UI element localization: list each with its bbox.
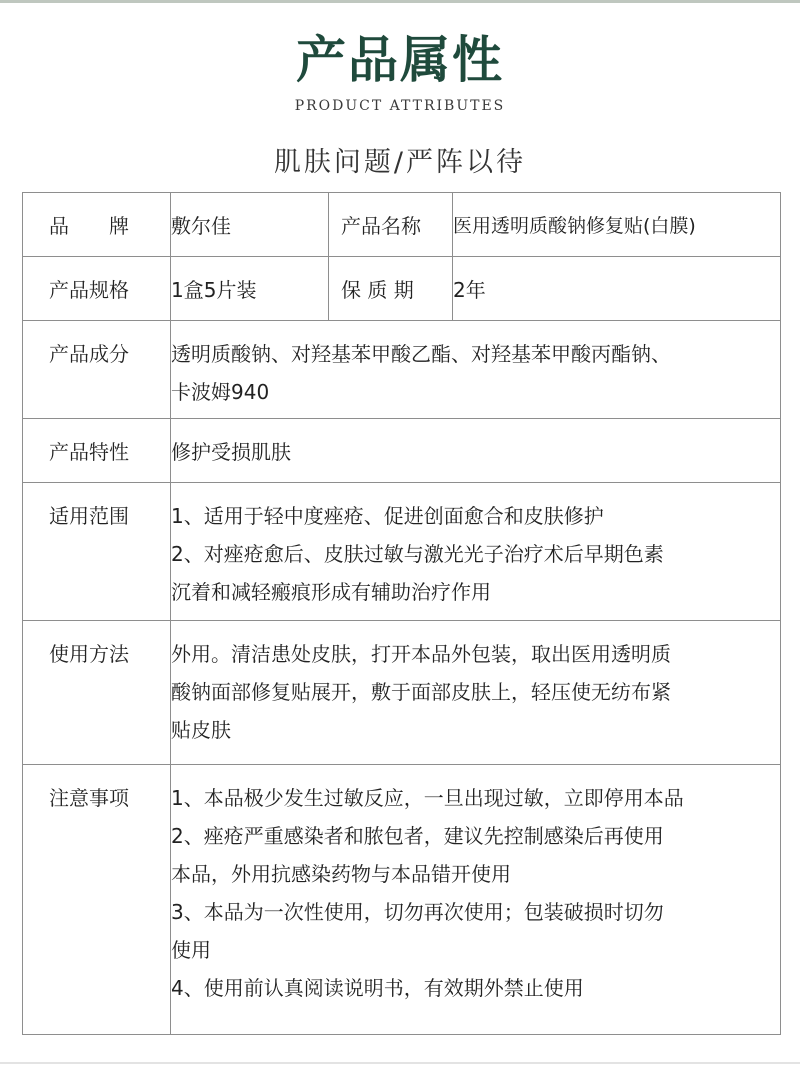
scope-line: 沉着和减轻瘢痕形成有辅助治疗作用 (171, 580, 491, 604)
table-row (23, 765, 781, 1035)
usage-line: 贴皮肤 (171, 718, 231, 742)
scope-value (171, 483, 781, 621)
attributes-table (22, 192, 781, 1035)
brand-label: 品 牌 (23, 193, 171, 257)
table-row (23, 483, 781, 621)
page-title: 产品属性 (296, 30, 504, 89)
scope-line: 1、适用于轻中度痤疮、促进创面愈合和皮肤修护 (171, 504, 604, 528)
table-row (23, 193, 781, 257)
table-row (23, 621, 781, 765)
page-subtitle: PRODUCT ATTRIBUTES (294, 98, 506, 114)
features-value: 修护受损肌肤 (171, 419, 781, 483)
notes-line: 使用 (171, 938, 211, 962)
usage-value (171, 621, 781, 765)
notes-line: 4、使用前认真阅读说明书，有效期外禁止使用 (171, 976, 584, 1000)
notes-value (171, 765, 781, 1035)
usage-line: 外用。清洁患处皮肤，打开本品外包装，取出医用透明质 (171, 642, 671, 666)
ingredients-line: 透明质酸钠、对羟基苯甲酸乙酯、对羟基苯甲酸丙酯钠、 (171, 342, 671, 366)
bottom-divider (0, 1062, 800, 1064)
ingredients-label: 产品成分 (23, 321, 171, 419)
features-label: 产品特性 (23, 419, 171, 483)
brand-value: 敷尔佳 (171, 193, 329, 257)
usage-line: 酸钠面部修复贴展开，敷于面部皮肤上，轻压使无纺布紧 (171, 680, 671, 704)
product-name-label: 产品名称 (329, 193, 453, 257)
ingredients-line: 卡波姆940 (171, 380, 270, 404)
table-row (23, 321, 781, 419)
usage-label: 使用方法 (23, 621, 171, 765)
tagline: 肌肤问题/严阵以待 (273, 147, 527, 178)
spec-value: 1盒5片装 (171, 257, 329, 321)
notes-line: 2、痤疮严重感染者和脓包者，建议先控制感染后再使用 (171, 824, 664, 848)
shelf-life-value: 2年 (453, 257, 781, 321)
table-row (23, 419, 781, 483)
notes-line: 3、本品为一次性使用，切勿再次使用；包装破损时切勿 (171, 900, 664, 924)
top-divider (0, 0, 800, 3)
scope-label: 适用范围 (23, 483, 171, 621)
table-row (23, 257, 781, 321)
notes-line: 本品，外用抗感染药物与本品错开使用 (171, 862, 511, 886)
scope-line: 2、对痤疮愈后、皮肤过敏与激光光子治疗术后早期色素 (171, 542, 664, 566)
notes-line: 1、本品极少发生过敏反应，一旦出现过敏，立即停用本品 (171, 786, 684, 810)
ingredients-value (171, 321, 781, 419)
spec-label: 产品规格 (23, 257, 171, 321)
shelf-life-label: 保 质 期 (329, 257, 453, 321)
product-name-value: 医用透明质酸钠修复贴(白膜) (453, 193, 781, 257)
notes-label: 注意事项 (23, 765, 171, 1035)
